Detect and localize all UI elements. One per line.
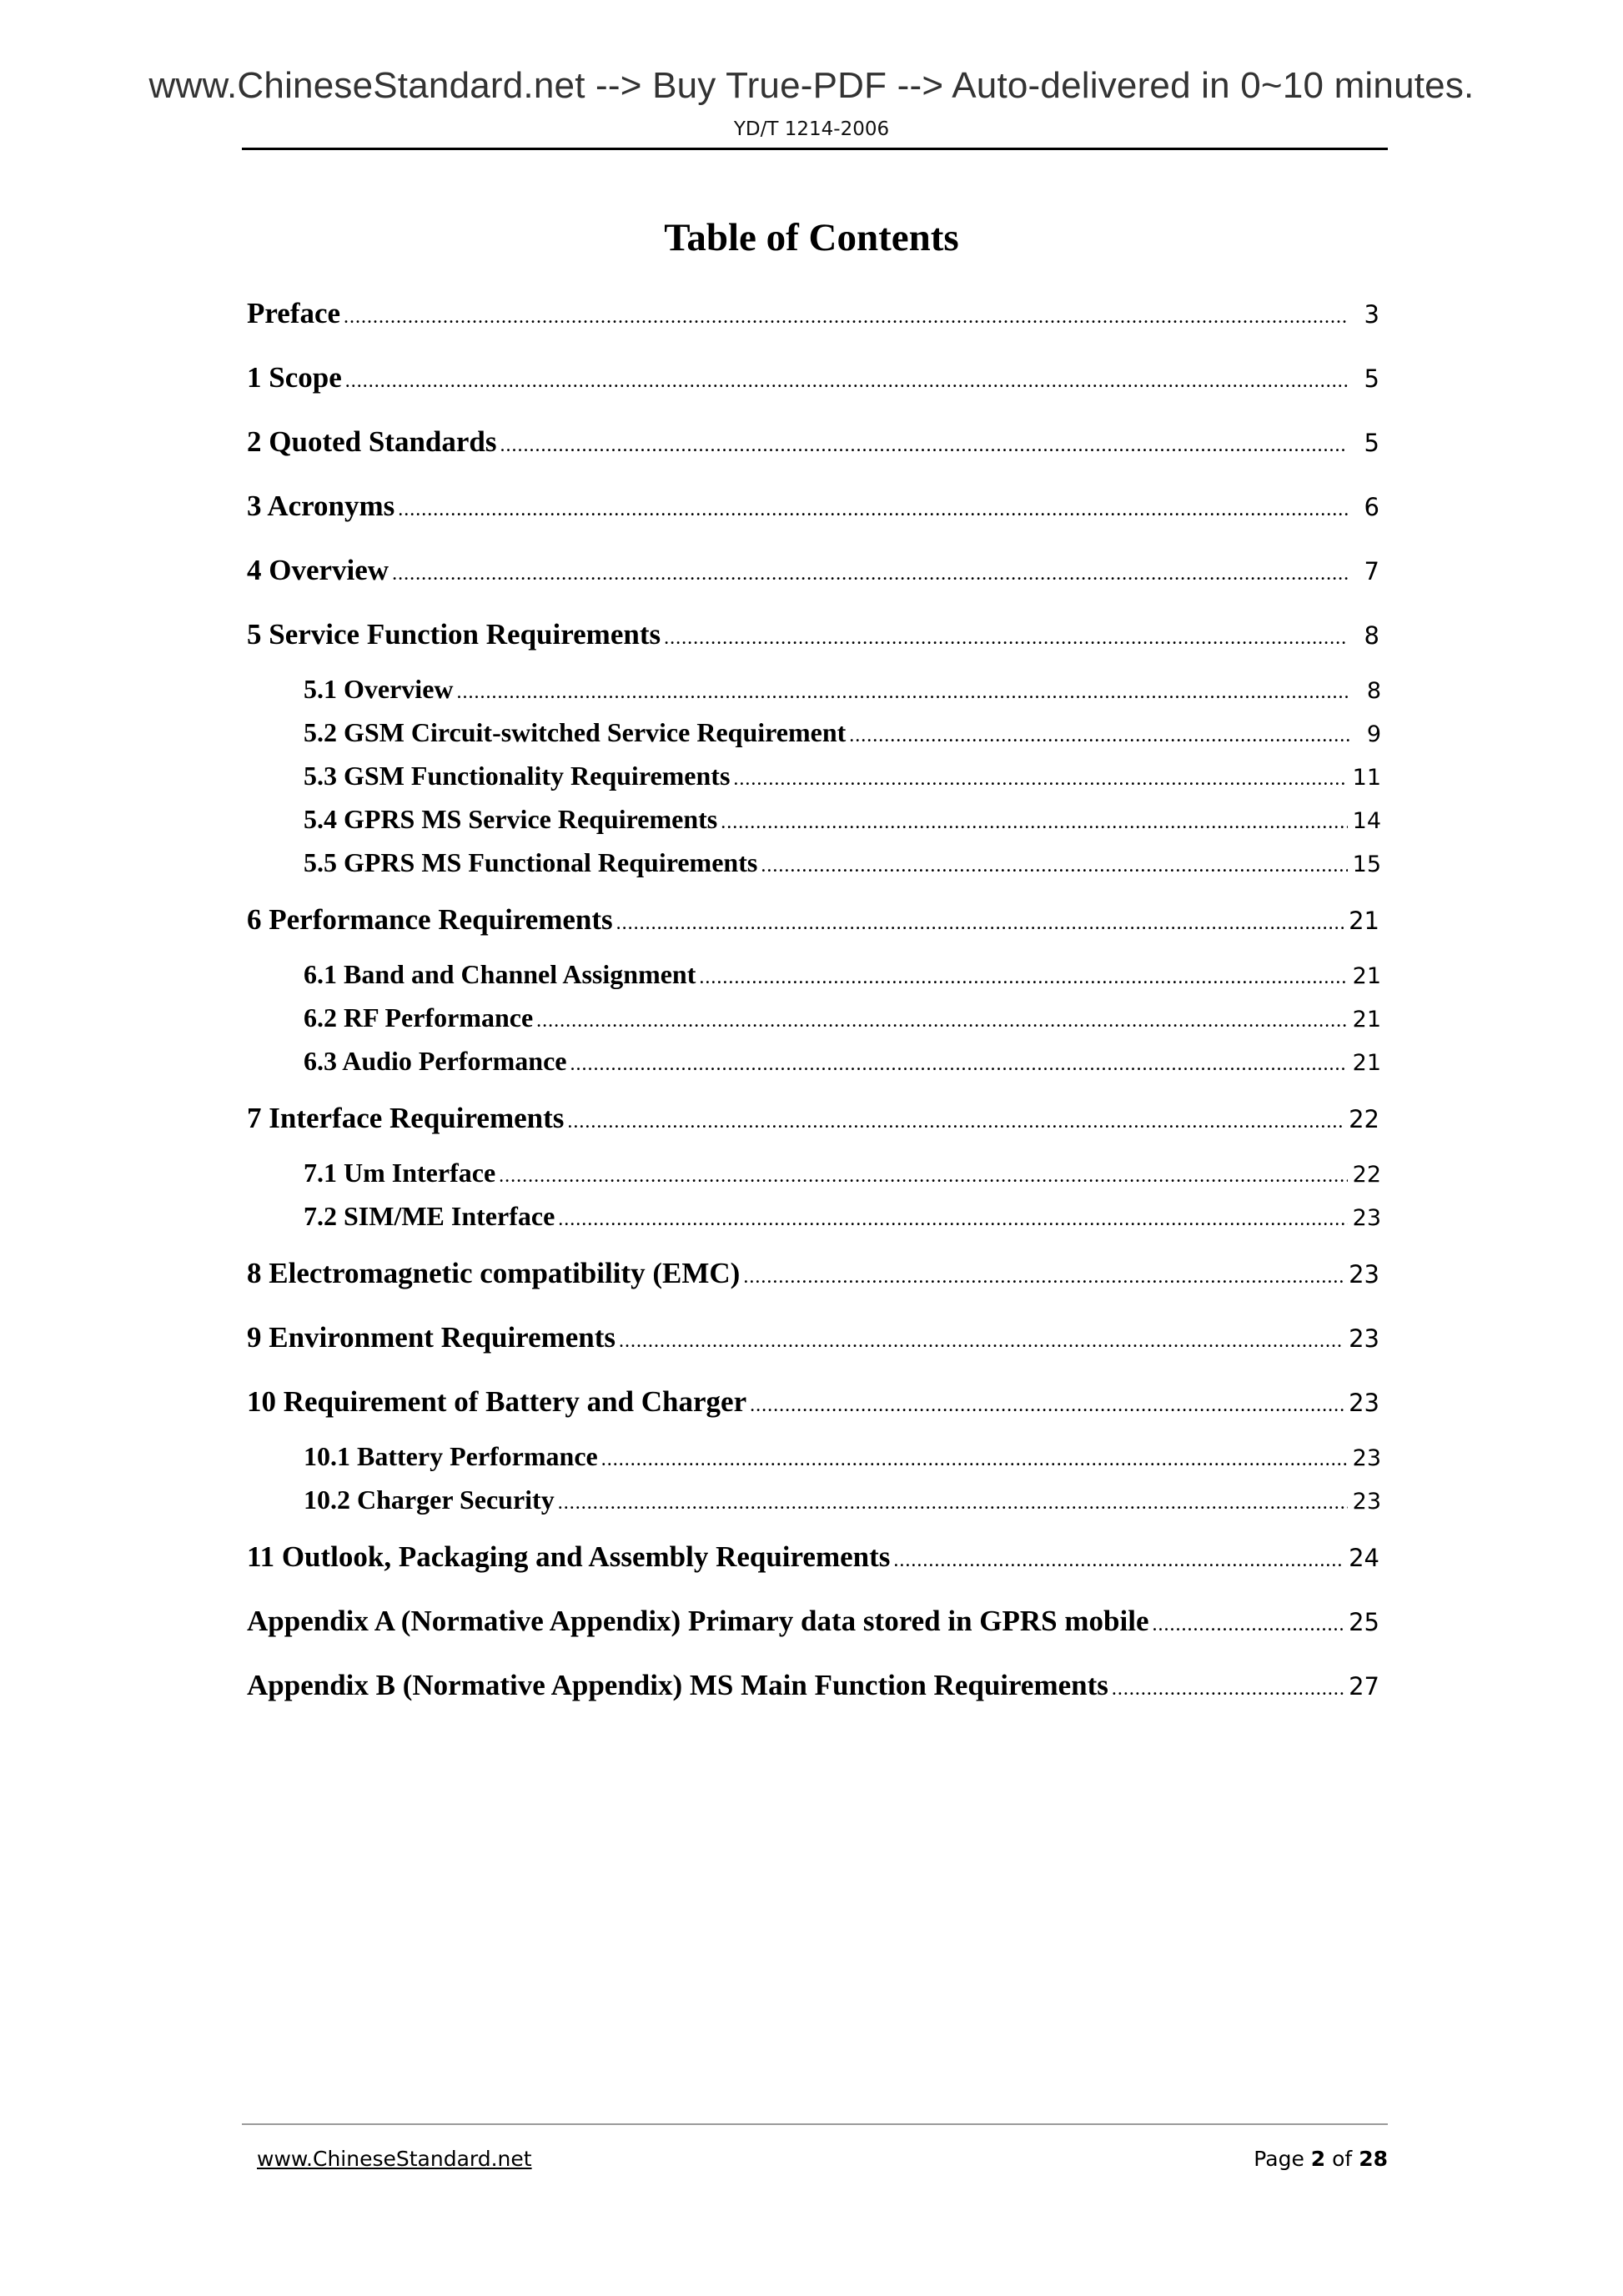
toc-dot-leader [733, 768, 1347, 791]
toc-dot-leader [558, 1208, 1347, 1231]
toc-dot-leader [499, 1165, 1348, 1188]
toc-entry[interactable] [304, 1441, 1381, 1472]
toc-entry[interactable] [247, 1321, 1379, 1354]
toc-entry-page: 8 [1364, 621, 1379, 650]
toc-dot-leader [558, 1492, 1348, 1515]
toc-entry[interactable] [247, 297, 1379, 330]
toc-entry-label: 8 Electromagnetic compatibility (EMC) [247, 1257, 741, 1289]
toc-entry-label: 6 Performance Requirements [247, 903, 613, 936]
toc-dot-leader [567, 1111, 1344, 1133]
toc-entry-label: 9 Environment Requirements [247, 1321, 616, 1354]
toc-entry-label: 5.2 GSM Circuit-switched Service Requirement [304, 717, 847, 747]
toc-entry-label: 10.1 Battery Performance [304, 1441, 598, 1471]
toc-dot-leader [500, 435, 1348, 457]
toc-entry[interactable] [304, 804, 1381, 835]
toc-entry[interactable] [304, 1002, 1381, 1033]
toc-dot-leader [721, 811, 1347, 834]
toc-entry-label: 7 Interface Requirements [247, 1102, 565, 1134]
toc-dot-leader [699, 967, 1347, 989]
toc-entry-label: 6.3 Audio Performance [304, 1046, 567, 1076]
toc-dot-leader [601, 1449, 1348, 1471]
toc-entry-page: 23 [1349, 1260, 1379, 1289]
header-banner: www.ChineseStandard.net --> Buy True-PDF --> Auto-delivered in 0~10 minutes. [148, 65, 1475, 106]
page-total: 28 [1359, 2147, 1388, 2171]
document-code: YD/T 1214-2006 [733, 118, 890, 140]
toc-entry-label: Appendix B (Normative Appendix) MS Main Function Requirements [247, 1669, 1108, 1701]
toc-entry-label: 5.3 GSM Functionality Requirements [304, 761, 731, 791]
toc-dot-leader [398, 499, 1348, 521]
toc-entry-page: 25 [1349, 1608, 1379, 1636]
toc-entry[interactable] [304, 847, 1381, 878]
toc-entry-page: 23 [1352, 1489, 1381, 1515]
toc-dot-leader [664, 627, 1348, 650]
toc-entry-page: 5 [1364, 364, 1379, 393]
toc-entry[interactable] [247, 361, 1379, 394]
toc-entry[interactable] [304, 717, 1381, 748]
toc-entry[interactable] [304, 959, 1381, 990]
toc-entry[interactable] [304, 761, 1381, 791]
toc-dot-leader [345, 370, 1348, 393]
toc-entry-page: 15 [1352, 852, 1381, 877]
toc-entry[interactable] [247, 1385, 1379, 1419]
toc-entry-label: Preface [247, 297, 341, 329]
toc-entry-page: 7 [1364, 557, 1379, 585]
toc-dot-leader [849, 725, 1349, 747]
toc-entry[interactable] [247, 1605, 1379, 1638]
toc-entry-label: 11 Outlook, Packaging and Assembly Requirements [247, 1540, 891, 1573]
toc-entry-page: 24 [1349, 1544, 1379, 1572]
toc-entry[interactable] [247, 1540, 1379, 1574]
toc-dot-leader [457, 681, 1350, 704]
toc-entry-page: 5 [1364, 429, 1379, 457]
toc-dot-leader [893, 1550, 1344, 1572]
toc-entry[interactable] [247, 1669, 1379, 1702]
toc-dot-leader [619, 1330, 1344, 1353]
toc-entry-label: 5.5 GPRS MS Functional Requirements [304, 847, 758, 877]
toc-entry-page: 23 [1349, 1324, 1379, 1353]
page-of: of [1332, 2147, 1353, 2171]
toc-entry-label: 5.4 GPRS MS Service Requirements [304, 804, 718, 834]
toc-dot-leader [616, 912, 1344, 935]
page-current: 2 [1310, 2147, 1326, 2171]
toc-dot-leader [750, 1394, 1344, 1417]
toc-entry[interactable] [304, 674, 1381, 705]
toc-entry-label: 1 Scope [247, 361, 342, 394]
toc-dot-leader [761, 855, 1347, 877]
toc-entry[interactable] [247, 903, 1379, 937]
toc-entry-label: 2 Quoted Standards [247, 425, 497, 458]
toc-entry-page: 3 [1364, 300, 1379, 329]
toc-entry-label: 10.2 Charger Security [304, 1485, 555, 1515]
toc-entry[interactable] [304, 1046, 1381, 1077]
toc-entry[interactable] [247, 554, 1379, 587]
toc-entry-page: 21 [1352, 1007, 1381, 1032]
toc-entry-label: Appendix A (Normative Appendix) Primary data stored in GPRS mobile [247, 1605, 1149, 1637]
toc-entry[interactable] [247, 1257, 1379, 1290]
toc-entry-label: 4 Overview [247, 554, 389, 586]
page-prefix: Page [1254, 2147, 1304, 2171]
toc-entry[interactable] [304, 1201, 1381, 1232]
toc-entry-label: 6.1 Band and Channel Assignment [304, 959, 696, 989]
toc-entry-page: 9 [1366, 721, 1381, 747]
toc-entry-page: 23 [1352, 1205, 1381, 1231]
toc-dot-leader [743, 1266, 1344, 1289]
toc-entry-page: 14 [1352, 808, 1381, 834]
toc-entry-page: 27 [1349, 1672, 1379, 1701]
toc-entry-page: 8 [1366, 678, 1381, 704]
toc-entry[interactable] [304, 1485, 1381, 1515]
toc-entry-page: 21 [1349, 907, 1379, 935]
toc-dot-leader [392, 563, 1348, 585]
toc-entry[interactable] [247, 425, 1379, 459]
footer-divider [242, 2123, 1388, 2125]
toc-dot-leader [536, 1010, 1348, 1032]
toc-entry[interactable] [247, 1102, 1379, 1135]
toc-entry-page: 23 [1349, 1389, 1379, 1417]
toc-entry-label: 3 Acronyms [247, 490, 395, 522]
toc-entry-label: 6.2 RF Performance [304, 1002, 534, 1032]
toc-entry-page: 22 [1352, 1162, 1381, 1188]
toc-entry-page: 22 [1349, 1105, 1379, 1133]
toc-entry-label: 5.1 Overview [304, 674, 454, 704]
toc-entry-label: 10 Requirement of Battery and Charger [247, 1385, 747, 1418]
toc-entry-label: 7.2 SIM/ME Interface [304, 1201, 555, 1231]
toc-entry-page: 21 [1352, 963, 1381, 989]
toc-entry[interactable] [247, 490, 1379, 523]
toc-entry[interactable] [304, 1158, 1381, 1188]
toc-entry-page: 6 [1364, 493, 1379, 521]
toc-dot-leader [570, 1053, 1348, 1076]
toc-dot-leader [1152, 1614, 1344, 1636]
toc-entry-label: 7.1 Um Interface [304, 1158, 496, 1188]
toc-entry-page: 23 [1352, 1445, 1381, 1471]
toc-entry[interactable] [247, 618, 1379, 651]
footer-page-number [1254, 2147, 1388, 2171]
toc-entry-label: 5 Service Function Requirements [247, 618, 661, 651]
toc-entry-page: 11 [1352, 765, 1381, 791]
toc-dot-leader [344, 306, 1348, 329]
footer-website-link[interactable]: www.ChineseStandard.net [257, 2147, 532, 2171]
toc-title: Table of Contents [664, 216, 959, 259]
toc-dot-leader [1112, 1678, 1344, 1701]
toc-entry-page: 21 [1352, 1050, 1381, 1076]
